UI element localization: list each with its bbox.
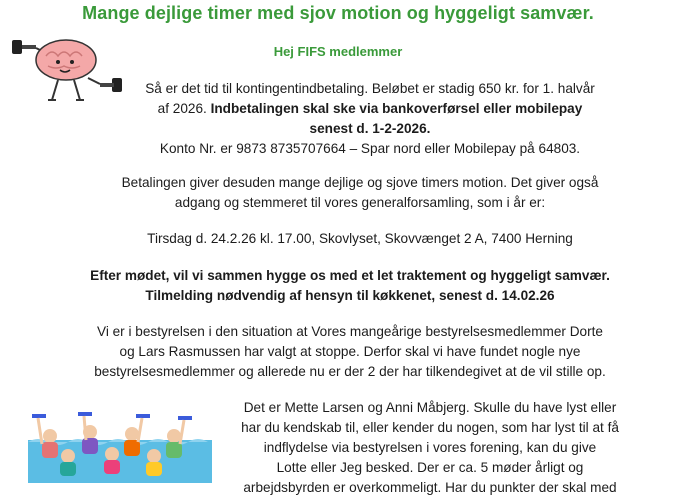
benefit-line-1: Betalingen giver desuden mange dejlige og sjove timers motion. Det giver også [121,175,599,190]
aqua-fitness-illustration [28,410,212,483]
board-line-1: Vi er i bestyrelsen i den situation at Vores mangeårige bestyrelsesmedlemmer Dorte [97,324,603,339]
after-meeting-paragraph [40,266,660,306]
candidates-line-2: har du kendskab til, eller kender du nogen, som har lyst til at få [241,420,619,435]
benefit-line-2: adgang og stemmeret til vores generalforsamling, som i år er: [174,195,546,210]
board-paragraph [40,322,660,382]
candidates-line-1: Det er Mette Larsen og Anni Måbjerg. Skulle du have lyst eller [243,400,617,415]
board-line-2: og Lars Rasmussen har valgt at stoppe. Derfor skal vi have fundet nogle nye [119,344,581,359]
account-info: Konto Nr. er 9873 8735707664 – Spar nord eller Mobilepay på 64803. [159,141,581,156]
candidates-line-4: Lotte eller Jeg besked. Der er ca. 5 møder årligt og [276,460,584,475]
intro-deadline: senest d. 1-2-2026. [309,121,431,136]
intro-line-1: Så er det tid til kontingentindbetaling. Beløbet er stadig 650 kr. for 1. halvår [145,81,595,96]
greeting: Hej FIFS medlemmer [273,44,403,59]
meeting-paragraph [60,229,660,249]
candidates-line-5: arbejdsbyrden er overkommeligt. Har du punkter der skal med [243,480,617,495]
intro-line-2: af 2026. Indbetalingen skal ske via bankoverførsel eller mobilepay [157,101,583,116]
after-line-2: Tilmelding nødvendig af hensyn til køkkenet, senest d. 14.02.26 [145,288,555,303]
after-line-1: Efter mødet, vil vi sammen hygge os med et let traktement og hyggeligt samvær. [90,268,610,283]
payment-paragraph [90,79,650,159]
meeting-details: Tirsdag d. 24.2.26 kl. 17.00, Skovlyset, Skovvænget 2 A, 7400 Herning [147,231,573,246]
candidates-paragraph [200,398,660,498]
candidates-line-3: indflydelse via bestyrelsen i vores forening, kan du give [263,440,597,455]
page-title: Mange dejlige timer med sjov motion og hyggeligt samvær. [82,3,594,23]
board-line-3: bestyrelsesmedlemmer og allerede nu er der 2 der har tilkendegivet at de vil stille op. [94,364,606,379]
benefit-paragraph [60,173,660,213]
